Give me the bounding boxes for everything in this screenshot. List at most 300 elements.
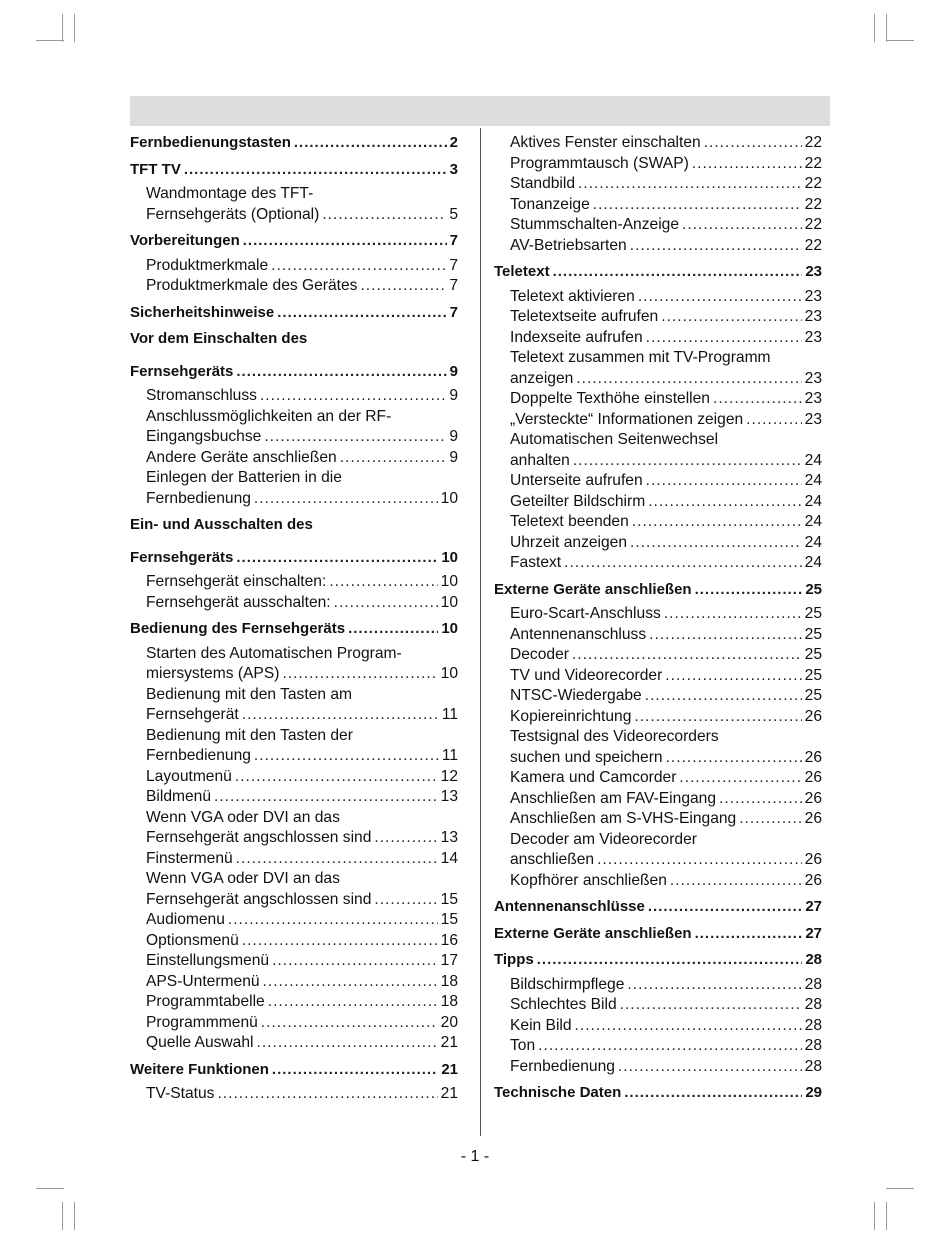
toc-entry-title: Tipps: [494, 951, 534, 968]
toc-entry-title: Stummschalten-Anzeige: [510, 216, 680, 233]
crop-mark: [74, 1202, 75, 1230]
toc-entry[interactable]: [130, 890, 458, 911]
toc-page-number: 14: [440, 849, 458, 867]
toc-page-number: 21: [440, 1034, 458, 1051]
toc-section-entry[interactable]: [130, 619, 458, 640]
toc-page-number: 29: [805, 1084, 822, 1101]
dot-leader: [271, 256, 446, 277]
toc-page-number: 10: [440, 593, 458, 611]
dot-leader: [272, 951, 438, 972]
toc-entry[interactable]: [494, 369, 822, 390]
toc-entry[interactable]: [130, 787, 458, 808]
toc-entry-title: Produktmerkmale: [146, 256, 269, 274]
toc-entry-title: NTSC-Wiedergabe: [510, 687, 642, 704]
toc-section-entry[interactable]: [130, 362, 458, 383]
toc-entry-title: Kamera und Camcorder: [510, 769, 677, 786]
toc-entry-title: Technische Daten: [494, 1084, 622, 1101]
toc-entry[interactable]: [130, 448, 458, 469]
toc-page-number: 18: [440, 972, 458, 990]
toc-page-number: 24: [804, 533, 822, 551]
toc-page-number: 26: [804, 851, 822, 868]
dot-leader: [235, 767, 438, 788]
toc-page-number: 22: [804, 154, 822, 172]
toc-section-entry[interactable]: [494, 262, 822, 283]
toc-entry[interactable]: [494, 512, 822, 533]
toc-section-heading: Ein- und Ausschalten des: [130, 516, 313, 533]
toc-page-number: 15: [440, 911, 458, 928]
dot-leader: [538, 1036, 801, 1057]
toc-section-entry[interactable]: [494, 580, 822, 601]
toc-page-number: 26: [804, 789, 822, 807]
toc-entry-title: Bildschirmpflege: [510, 975, 625, 993]
toc-entry[interactable]: [494, 604, 822, 625]
dot-leader: [670, 871, 802, 892]
dot-leader: [236, 362, 446, 383]
toc-page-number: 9: [449, 448, 458, 466]
toc-entry-title: Fernbedienung: [146, 489, 251, 507]
toc-entry[interactable]: [494, 174, 822, 195]
toc-entry[interactable]: [494, 625, 822, 646]
toc-page-number: 7: [449, 256, 458, 274]
dot-leader: [254, 489, 438, 510]
toc-entry-text: Bedienung mit den Tasten der: [146, 726, 353, 744]
toc-entry-title: Schlechtes Bild: [510, 996, 617, 1013]
toc-page-number: 26: [804, 748, 822, 766]
dot-leader: [374, 828, 437, 849]
crop-mark: [74, 14, 75, 42]
toc-entry-title: Externe Geräte anschließen: [494, 580, 692, 598]
toc-page-number: 10: [440, 489, 458, 507]
toc-page-number: 25: [804, 687, 822, 704]
toc-entry-text: Wenn VGA oder DVI an das: [146, 870, 340, 887]
dot-leader: [282, 664, 437, 685]
dot-leader: [664, 604, 802, 625]
toc-entry-title: Fernsehgerät einschalten:: [146, 573, 327, 590]
toc-section-entry[interactable]: [494, 924, 822, 945]
toc-page-number: 26: [804, 810, 822, 827]
dot-leader: [630, 533, 802, 554]
toc-left-column: [130, 133, 458, 1105]
dot-leader: [682, 215, 802, 236]
toc-entry[interactable]: [494, 1036, 822, 1057]
toc-entry-title: APS-Untermenü: [146, 972, 260, 990]
toc-entry[interactable]: [130, 205, 458, 226]
toc-entry-title: Vorbereitungen: [130, 232, 240, 249]
toc-page-number: 28: [804, 1057, 822, 1075]
toc-entry[interactable]: [494, 215, 822, 236]
toc-entry[interactable]: [494, 553, 822, 574]
dot-leader: [695, 924, 803, 945]
toc-page-number: 20: [440, 1013, 458, 1031]
dot-leader: [627, 975, 801, 996]
toc-page-number: 9: [449, 387, 458, 404]
toc-entry[interactable]: [130, 992, 458, 1013]
toc-entry-title: anhalten: [510, 451, 570, 469]
toc-page-number: 24: [804, 472, 822, 489]
dot-leader: [360, 276, 446, 297]
dot-leader: [572, 645, 802, 666]
toc-entry-title: Einstellungsmenü: [146, 952, 270, 969]
toc-entry-title: anzeigen: [510, 369, 574, 387]
toc-entry[interactable]: [494, 154, 822, 175]
toc-entry-text: Wandmontage des TFT-: [146, 185, 314, 202]
toc-entry-title: Eingangsbuchse: [146, 428, 262, 445]
dot-leader: [649, 625, 802, 646]
dot-leader: [264, 427, 446, 448]
dot-leader: [645, 686, 802, 707]
toc-entry-title: AV-Betriebsarten: [510, 236, 627, 254]
toc-entry-title: Weitere Funktionen: [130, 1060, 269, 1078]
dot-leader: [263, 972, 438, 993]
dot-leader: [374, 890, 437, 911]
dot-leader: [618, 1057, 802, 1078]
toc-entry-title: Produktmerkmale des Gerätes: [146, 277, 358, 294]
dot-leader: [564, 553, 802, 574]
toc-page-number: 23: [804, 328, 822, 346]
dot-leader: [634, 707, 801, 728]
toc-page-number: 7: [449, 303, 458, 321]
toc-entry-text: Bedienung mit den Tasten am: [146, 685, 353, 703]
toc-entry[interactable]: [494, 1016, 822, 1037]
dot-leader: [624, 1083, 802, 1104]
toc-entry-title: Fernsehgerät: [146, 706, 239, 723]
toc-entry-title: Fernsehgeräts (Optional): [146, 205, 320, 223]
toc-entry-title: Programmmenü: [146, 1013, 258, 1031]
dot-leader: [739, 809, 801, 830]
toc-entry-title: Kopiereinrichtung: [510, 707, 632, 725]
toc-entry-title: Bedienung des Fernsehgeräts: [130, 620, 346, 637]
toc-entry[interactable]: [494, 389, 822, 410]
dot-leader: [620, 995, 802, 1016]
crop-mark: [874, 14, 875, 42]
toc-entry-title: Ton: [510, 1037, 536, 1054]
toc-entry[interactable]: [130, 1013, 458, 1034]
toc-entry-text: Starten des Automatischen Program-: [146, 644, 402, 662]
toc-section-entry[interactable]: [494, 950, 822, 971]
toc-entry-title: TV und Videorecorder: [510, 666, 663, 684]
toc-entry-title: Antennenanschlüsse: [494, 898, 645, 915]
dot-leader: [746, 410, 801, 431]
toc-entry[interactable]: [130, 489, 458, 510]
dot-leader: [630, 236, 802, 257]
toc-page-number: 9: [449, 362, 458, 380]
toc-entry-text: Testsignal des Videorecorders: [510, 728, 719, 745]
toc-entry-title: Standbild: [510, 175, 576, 192]
toc-entry[interactable]: [494, 533, 822, 554]
toc-section-entry[interactable]: [130, 160, 458, 181]
dot-leader: [638, 287, 802, 308]
toc-entry-title: Doppelte Texthöhe einstellen: [510, 390, 710, 407]
toc-entry[interactable]: [494, 748, 822, 769]
toc-entry[interactable]: [494, 1057, 822, 1078]
header-bar: [130, 96, 830, 126]
column-divider: [480, 128, 481, 1136]
toc-page-number: 10: [441, 620, 458, 637]
dot-leader: [666, 748, 802, 769]
toc-entry-title: Quelle Auswahl: [146, 1034, 254, 1051]
crop-mark: [36, 40, 64, 41]
dot-leader: [242, 705, 439, 726]
dot-leader: [242, 931, 438, 952]
toc-entry[interactable]: [130, 572, 458, 593]
toc-entry[interactable]: [130, 951, 458, 972]
toc-entry-text: Anschlussmöglichkeiten an der RF-: [146, 407, 392, 425]
toc-page-number: 22: [804, 134, 822, 151]
dot-leader: [553, 262, 803, 283]
toc-entry[interactable]: [494, 686, 822, 707]
dot-leader: [661, 307, 801, 328]
toc-entry-title: Sicherheitshinweise: [130, 303, 275, 321]
crop-mark: [62, 1202, 63, 1230]
dot-leader: [236, 849, 438, 870]
crop-mark: [36, 1188, 64, 1189]
toc-entry[interactable]: [130, 427, 458, 448]
toc-entry-title: Programmtabelle: [146, 993, 265, 1010]
toc-entry-title: Geteilter Bildschirm: [510, 492, 646, 510]
toc-page-number: 21: [441, 1060, 458, 1078]
toc-page-number: 22: [804, 195, 822, 213]
toc-entry-title: Teletext beenden: [510, 513, 629, 530]
toc-entry-text: Einlegen der Batterien in die: [146, 469, 342, 486]
dot-leader: [228, 910, 438, 931]
toc-entry[interactable]: [494, 451, 822, 472]
toc-page-number: 12: [440, 767, 458, 785]
toc-entry[interactable]: [130, 256, 458, 277]
toc-entry-text: Decoder am Videorecorder: [510, 830, 697, 848]
toc-page-number: 23: [804, 287, 822, 305]
toc-page-number: 10: [440, 665, 458, 682]
dot-leader: [648, 897, 802, 918]
toc-entry[interactable]: [494, 492, 822, 513]
toc-page-number: 24: [804, 554, 822, 571]
dot-leader: [217, 1084, 437, 1105]
toc-entry[interactable]: [130, 849, 458, 870]
toc-section-entry[interactable]: [130, 548, 458, 569]
toc-page-number: 7: [449, 277, 458, 294]
toc-entry-title: Teletext: [494, 263, 550, 280]
crop-mark: [886, 1202, 887, 1230]
toc-section-entry[interactable]: [494, 1083, 822, 1104]
toc-entry-text: Teletext zusammen mit TV-Programm: [510, 349, 771, 366]
dot-leader: [704, 133, 802, 154]
toc-entry-title: Fastext: [510, 554, 562, 571]
toc-entry[interactable]: [130, 705, 458, 726]
dot-leader: [597, 850, 802, 871]
toc-entry[interactable]: [494, 287, 822, 308]
toc-page-number: 5: [449, 205, 458, 223]
toc-section-heading: Vor dem Einschalten des: [130, 330, 308, 347]
dot-leader: [576, 369, 801, 390]
dot-leader: [646, 471, 802, 492]
toc-entry[interactable]: [130, 593, 458, 614]
dot-leader: [277, 303, 446, 324]
toc-page-number: 28: [804, 996, 822, 1013]
toc-entry-title: Fernbedienung: [510, 1057, 615, 1075]
dot-leader: [184, 160, 447, 181]
toc-entry-title: Programmtausch (SWAP): [510, 154, 689, 172]
dot-leader: [261, 1013, 438, 1034]
toc-page-number: 28: [804, 975, 822, 993]
crop-mark: [886, 14, 887, 42]
toc-page-number: 10: [441, 548, 458, 566]
toc-entry-text: Automatischen Seitenwechsel: [510, 431, 719, 448]
toc-entry[interactable]: [494, 666, 822, 687]
toc-entry[interactable]: [494, 871, 822, 892]
toc-page-number: 26: [804, 769, 822, 786]
dot-leader: [236, 548, 438, 569]
toc-page-number: 23: [805, 263, 822, 280]
toc-page-number: 22: [804, 175, 822, 192]
toc-entry[interactable]: [130, 664, 458, 685]
dot-leader: [713, 389, 802, 410]
toc-entry[interactable]: [494, 995, 822, 1016]
crop-mark: [874, 1202, 875, 1230]
toc-entry-title: TFT TV: [130, 160, 181, 178]
toc-entry[interactable]: [494, 707, 822, 728]
toc-entry-title: Finstermenü: [146, 849, 233, 867]
toc-entry-title: Stromanschluss: [146, 387, 257, 404]
toc-page-number: 25: [804, 666, 822, 684]
toc-page-number: 9: [449, 428, 458, 445]
toc-page-number: 15: [440, 890, 458, 908]
toc-section-entry[interactable]: [130, 303, 458, 324]
toc-entry[interactable]: [494, 328, 822, 349]
toc-entry-title: Externe Geräte anschließen: [494, 924, 692, 942]
toc-entry-title: Fernsehgerät angschlossen sind: [146, 829, 372, 846]
toc-section-entry[interactable]: [130, 1060, 458, 1081]
toc-entry[interactable]: [494, 975, 822, 996]
toc-entry[interactable]: [130, 972, 458, 993]
toc-entry-title: Audiomenu: [146, 911, 225, 928]
toc-page-number: 2: [449, 134, 458, 151]
toc-entry-title: Teletextseite aufrufen: [510, 308, 659, 325]
dot-leader: [593, 195, 802, 216]
dot-leader: [648, 492, 801, 513]
toc-entry-title: „Versteckte“ Informationen zeigen: [510, 410, 744, 428]
toc-entry-title: anschließen: [510, 851, 595, 868]
toc-entry[interactable]: [494, 236, 822, 257]
toc-page-number: 25: [804, 646, 822, 663]
toc-page-number: 27: [805, 898, 822, 915]
toc-entry[interactable]: [494, 471, 822, 492]
toc-entry[interactable]: [494, 307, 822, 328]
toc-page-number: 25: [805, 580, 822, 598]
dot-leader: [260, 386, 446, 407]
toc-page-number: 16: [440, 931, 458, 949]
toc-page-number: 23: [804, 410, 822, 428]
toc-entry-title: Fernsehgeräts: [130, 548, 234, 566]
dot-leader: [254, 746, 439, 767]
toc-page-number: 21: [440, 1085, 458, 1102]
dot-leader: [329, 572, 437, 593]
toc-entry[interactable]: [130, 1033, 458, 1054]
toc-page-number: 25: [804, 625, 822, 643]
toc-page-number: 24: [804, 451, 822, 469]
toc-entry[interactable]: [494, 850, 822, 871]
toc-entry-title: miersystems (APS): [146, 665, 280, 682]
toc-entry-title: Kein Bild: [510, 1016, 572, 1034]
toc-entry-title: Kopfhörer anschließen: [510, 871, 667, 889]
dot-leader: [692, 154, 802, 175]
toc-entry[interactable]: [494, 809, 822, 830]
toc-entry-title: Fernsehgeräts: [130, 362, 234, 380]
toc-entry[interactable]: [130, 767, 458, 788]
toc-page-number: 25: [804, 605, 822, 622]
toc-entry-title: Fernsehgerät angschlossen sind: [146, 890, 372, 908]
toc-section-entry[interactable]: [494, 897, 822, 918]
dot-leader: [679, 768, 801, 789]
toc-entry-title: Fernbedienungstasten: [130, 134, 291, 151]
crop-mark: [886, 1188, 914, 1189]
toc-entry-title: Fernsehgerät ausschalten:: [146, 593, 331, 611]
dot-leader: [334, 593, 438, 614]
toc-entry[interactable]: [130, 386, 458, 407]
toc-page-number: 24: [804, 513, 822, 530]
dot-leader: [632, 512, 802, 533]
toc-entry-title: Antennenanschluss: [510, 625, 647, 643]
toc-page-number: 22: [804, 236, 822, 254]
toc-entry-title: Indexseite aufrufen: [510, 328, 643, 346]
toc-entry-title: Euro-Scart-Anschluss: [510, 605, 661, 622]
toc-page-number: 18: [440, 993, 458, 1010]
toc-entry-title: Decoder: [510, 646, 569, 663]
toc-section-entry[interactable]: [130, 231, 458, 252]
toc-entry[interactable]: [494, 789, 822, 810]
toc-entry-title: Anschließen am S-VHS-Eingang: [510, 810, 737, 827]
toc-entry[interactable]: [130, 276, 458, 297]
dot-leader: [665, 666, 801, 687]
page-number: - 1 -: [460, 1148, 490, 1165]
toc-right-column: [494, 133, 822, 1108]
dot-leader: [294, 133, 447, 154]
dot-leader: [214, 787, 438, 808]
toc-entry-title: TV-Status: [146, 1085, 215, 1102]
dot-leader: [257, 1033, 438, 1054]
toc-page-number: 23: [804, 308, 822, 325]
toc-entry-title: suchen und speichern: [510, 748, 663, 766]
toc-entry-text: Wenn VGA oder DVI an das: [146, 808, 340, 826]
toc-page-number: 28: [804, 1037, 822, 1054]
toc-page-number: 23: [804, 390, 822, 407]
toc-page-number: 26: [804, 707, 822, 725]
toc-entry-title: Fernbedienung: [146, 747, 251, 764]
crop-mark: [886, 40, 914, 41]
toc-entry[interactable]: [494, 645, 822, 666]
toc-page-number: 11: [441, 706, 458, 723]
toc-entry[interactable]: [494, 768, 822, 789]
toc-page-number: 3: [449, 160, 458, 178]
toc-entry[interactable]: [494, 195, 822, 216]
toc-page-number: 13: [440, 788, 458, 805]
toc-entry[interactable]: [494, 410, 822, 431]
dot-leader: [348, 619, 438, 640]
toc-entry-title: Optionsmenü: [146, 931, 239, 949]
toc-entry[interactable]: [130, 910, 458, 931]
toc-page-number: 24: [804, 492, 822, 510]
toc-entry[interactable]: [130, 746, 458, 767]
toc-entry[interactable]: [130, 931, 458, 952]
toc-section-entry[interactable]: [130, 133, 458, 154]
toc-entry[interactable]: [130, 1084, 458, 1105]
dot-leader: [537, 950, 803, 971]
toc-entry-title: Tonanzeige: [510, 195, 590, 213]
toc-entry-title: Anschließen am FAV-Eingang: [510, 789, 717, 807]
toc-page-number: 28: [805, 951, 822, 968]
toc-entry[interactable]: [494, 133, 822, 154]
toc-entry-title: Aktives Fenster einschalten: [510, 134, 701, 151]
toc-entry[interactable]: [130, 828, 458, 849]
dot-leader: [575, 1016, 802, 1037]
